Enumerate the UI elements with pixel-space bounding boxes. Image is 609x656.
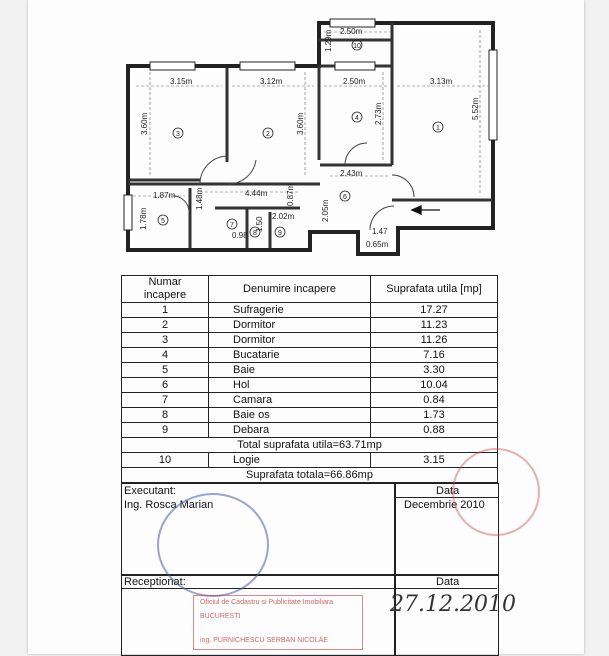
handwritten-date: 27.12.2010 [390, 592, 516, 617]
dim-label: 1.78m [139, 207, 148, 230]
row-area: 3.15 [371, 453, 498, 468]
row-name: Hol [209, 378, 371, 393]
dim-label: 0.87m [286, 183, 295, 206]
dim-label: 2.50m [340, 27, 363, 36]
dim-label: 1.50 [255, 216, 264, 232]
dim-label: 1.87m [153, 191, 176, 200]
row-name: Logie [209, 453, 371, 468]
room-number: 6 [343, 194, 347, 201]
room-number: 2 [266, 131, 270, 138]
dim-label: 3.15m [170, 77, 193, 86]
row-area: 0.88 [371, 423, 498, 438]
table-row [122, 423, 498, 438]
table-row [122, 393, 498, 408]
header-area: Suprafata utila [mp] [371, 276, 498, 303]
dim-label: 2.05m [321, 199, 330, 222]
dim-label: 0.65m [366, 240, 389, 249]
row-name: Debara [209, 423, 371, 438]
table-row [122, 408, 498, 423]
row-number: 5 [122, 363, 209, 378]
row-name: Sufragerie [209, 303, 371, 318]
approval-stamp [193, 595, 363, 650]
row-name: Dormitor [209, 318, 371, 333]
row-area: 3.30 [371, 363, 498, 378]
room-number: 3 [176, 131, 180, 138]
row-number: 1 [122, 303, 209, 318]
floor-plan [0, 0, 609, 270]
total-area: Suprafata totala=66.86mp [122, 468, 498, 483]
date-label: Data [436, 485, 460, 497]
blue-stamp [157, 493, 269, 597]
room-number: 10 [353, 43, 361, 50]
table-row [122, 363, 498, 378]
dim-label: 2.43m [340, 169, 363, 178]
row-area: 11.23 [371, 318, 498, 333]
row-name: Dormitor [209, 333, 371, 348]
table-row [122, 318, 498, 333]
row-name: Bucatarie [209, 348, 371, 363]
approval-stamp-text: Oficiul de Cadastru si Publicitate Imobiliara BUCURESTI [200, 599, 334, 620]
row-number: 7 [122, 393, 209, 408]
room-number: 8 [253, 230, 257, 237]
table-row [122, 333, 498, 348]
row-number: 2 [122, 318, 209, 333]
dim-label: 1.29m [324, 29, 333, 52]
row-area: 17.27 [371, 303, 498, 318]
dim-label: 2.73m [374, 102, 383, 125]
total-useful-area: Total suprafata utila=63.71mp [122, 438, 498, 453]
approval-stamp-name: ing. PURNICHESCU SERBAN NICOLAE [200, 637, 328, 644]
row-number: 9 [122, 423, 209, 438]
dim-label: 3.12m [260, 77, 283, 86]
executant-label: Executant: [124, 485, 176, 497]
dim-label: 3.60m [140, 112, 149, 135]
dim-label: 5.52m [471, 97, 480, 120]
header-number: Numar incapere [122, 276, 209, 303]
receptionat-date-label: Data [436, 576, 460, 588]
table-row [122, 453, 498, 468]
date-value: Decembrie 2010 [404, 499, 485, 511]
row-area: 7.16 [371, 348, 498, 363]
dim-label: 3.13m [430, 77, 453, 86]
room-number: 1 [436, 125, 440, 132]
dim-label: 3.60m [296, 112, 305, 135]
row-area: 11.26 [371, 333, 498, 348]
row-name: Baie os [209, 408, 371, 423]
table-row [122, 378, 498, 393]
dim-label: 1.47 [372, 227, 388, 236]
row-area: 0.84 [371, 393, 498, 408]
row-number: 10 [122, 453, 209, 468]
dim-label: 2.02m [272, 212, 295, 221]
red-stamp [452, 448, 540, 536]
total-area-row [122, 468, 498, 483]
table-header-row [122, 276, 498, 303]
total-useful-row [122, 438, 498, 453]
table-row [122, 348, 498, 363]
room-number: 9 [278, 230, 282, 237]
executant-name: Ing. Rosca Marian [124, 499, 214, 511]
dim-label: 2.50m [343, 77, 366, 86]
row-number: 4 [122, 348, 209, 363]
row-name: Baie [209, 363, 371, 378]
row-number: 8 [122, 408, 209, 423]
room-number: 7 [230, 222, 234, 229]
receptionat-label: Receptionat: [124, 576, 186, 588]
room-number: 5 [161, 218, 165, 225]
row-area: 1.73 [371, 408, 498, 423]
row-number: 6 [122, 378, 209, 393]
room-area-table [121, 275, 498, 483]
header-name: Denumire incapere [209, 276, 371, 303]
dim-label: 0.98 [232, 231, 248, 240]
row-number: 3 [122, 333, 209, 348]
dim-label: 4.44m [245, 189, 268, 198]
table-row [122, 303, 498, 318]
dim-label: 1.48m [195, 187, 204, 210]
row-area: 10.04 [371, 378, 498, 393]
room-number: 4 [355, 115, 359, 122]
row-name: Camara [209, 393, 371, 408]
